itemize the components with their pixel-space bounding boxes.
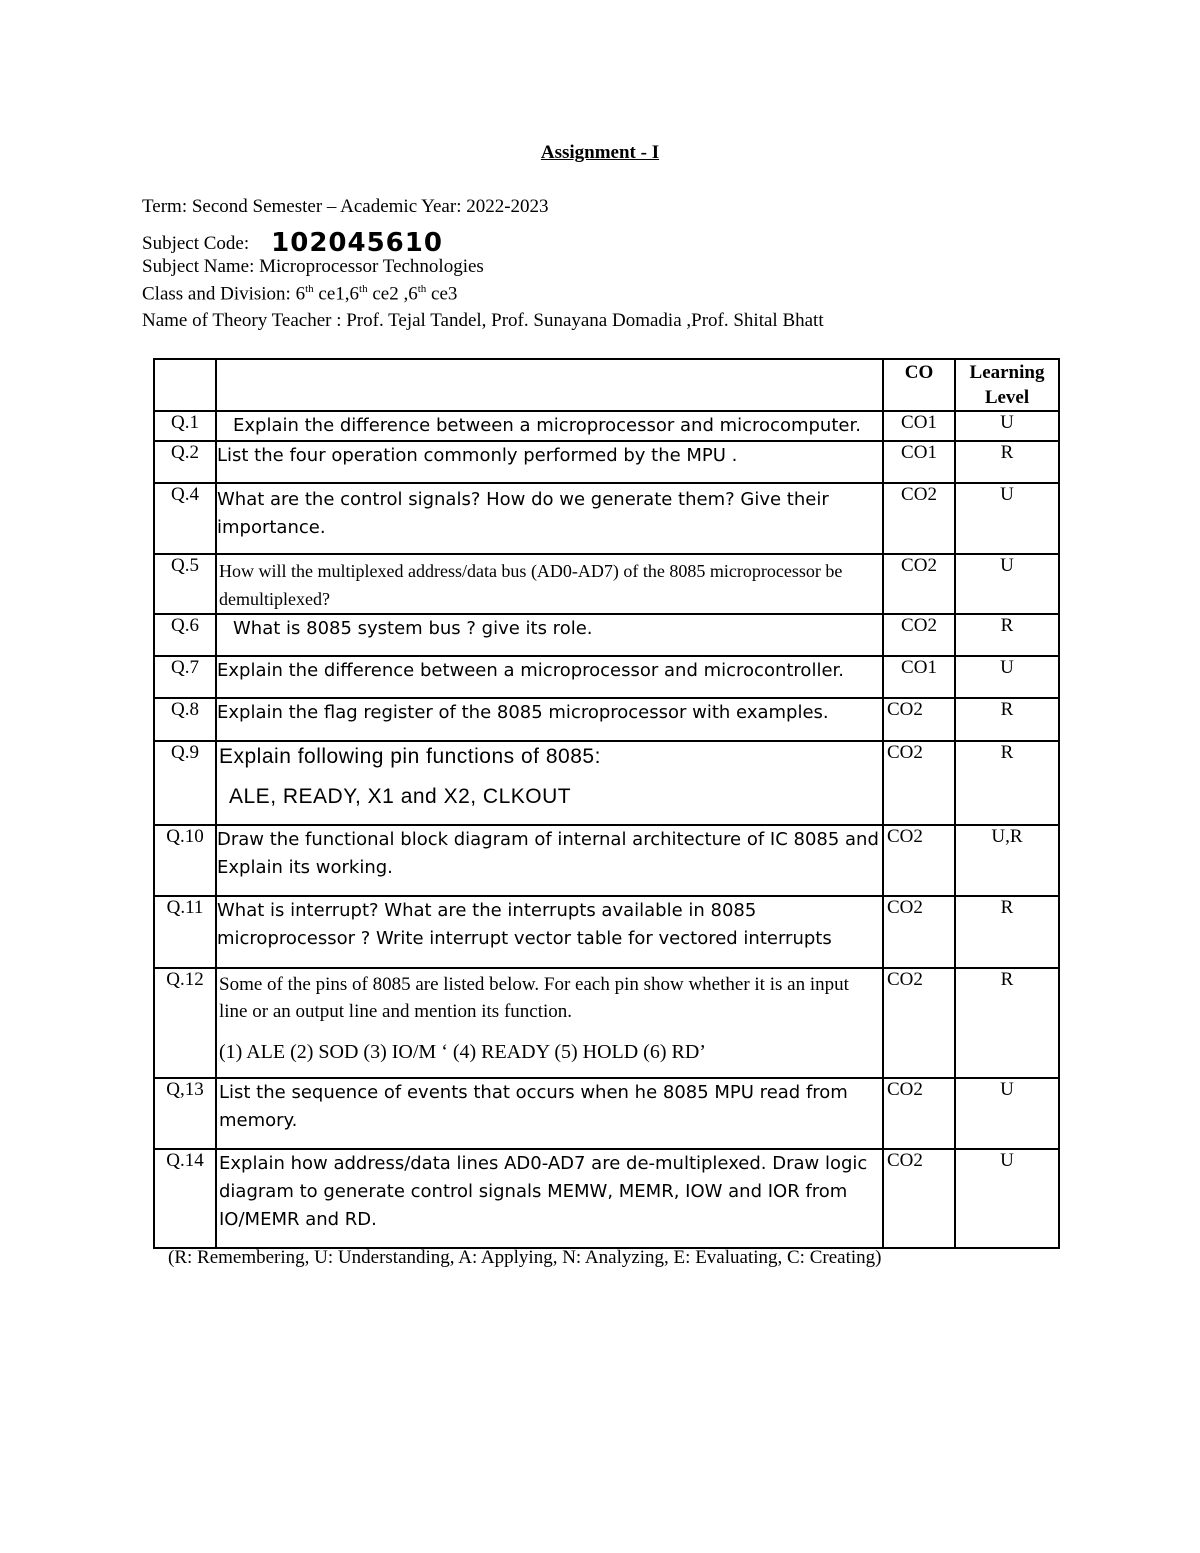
question-number: Q.12 (154, 968, 216, 1078)
question-co: CO2 (883, 968, 955, 1078)
question-level: R (955, 968, 1059, 1078)
question-level: U (955, 1149, 1059, 1248)
question-level: R (955, 896, 1059, 968)
question-text: What is interrupt? What are the interrupts available in 8085 microprocessor ? Write interrupt vector table for vectored interrupts (216, 896, 883, 968)
subject-code-value: 102045610 (271, 228, 443, 258)
question-co: CO2 (883, 896, 955, 968)
question-number: Q,13 (154, 1078, 216, 1149)
question-level: U (955, 554, 1059, 614)
question-number: Q.6 (154, 614, 216, 656)
teacher-line: Name of Theory Teacher : Prof. Tejal Tandel, Prof. Sunayana Domadia ,Prof. Shital Bhatt (142, 310, 824, 331)
subject-name-line: Subject Name: Microprocessor Technologies (142, 256, 484, 277)
table-row (154, 614, 1059, 656)
question-level: R (955, 614, 1059, 656)
question-number: Q.7 (154, 656, 216, 698)
header-co: CO (883, 359, 955, 411)
question-co: CO2 (883, 483, 955, 554)
table-row (154, 554, 1059, 614)
question-level: U (955, 483, 1059, 554)
question-co: CO2 (883, 614, 955, 656)
question-text: Draw the functional block diagram of internal architecture of IC 8085 and Explain its working. (216, 825, 883, 896)
question-number: Q.5 (154, 554, 216, 614)
question-level: U (955, 411, 1059, 441)
table-row (154, 656, 1059, 698)
question-text (216, 741, 883, 825)
table-row (154, 698, 1059, 741)
learning-level-legend: (R: Remembering, U: Understanding, A: Applying, N: Analyzing, E: Evaluating, C: Creating) (168, 1247, 882, 1268)
subject-code-line (142, 226, 443, 256)
question-level: R (955, 698, 1059, 741)
question-number: Q.4 (154, 483, 216, 554)
question-text-line1: Some of the pins of 8085 are listed below. For each pin show whether it is an input line or an output line and mention its function. (219, 974, 849, 1022)
question-co: CO1 (883, 411, 955, 441)
class-division-line: Class and Division: 6th ce1,6th ce2 ,6th ce3 (142, 283, 458, 305)
question-co: CO2 (883, 698, 955, 741)
question-text: How will the multiplexed address/data bus (AD0-AD7) of the 8085 microprocessor be demultiplexed? (216, 554, 883, 614)
question-text: What are the control signals? How do we generate them? Give their importance. (216, 483, 883, 554)
table-header-row (154, 359, 1059, 411)
question-text: List the four operation commonly performed by the MPU . (216, 441, 883, 483)
question-text: Explain the difference between a microprocessor and microcomputer. (216, 411, 883, 441)
question-level: U (955, 656, 1059, 698)
header-empty-cell (154, 359, 216, 411)
question-co: CO2 (883, 825, 955, 896)
table-row (154, 441, 1059, 483)
header-learning-level: Learning Level (955, 359, 1059, 411)
question-level: U (955, 1078, 1059, 1149)
question-number: Q.14 (154, 1149, 216, 1248)
question-level: U,R (955, 825, 1059, 896)
table-row (154, 825, 1059, 896)
table-row (154, 1078, 1059, 1149)
question-text-line2: ALE, READY, X1 and X2, CLKOUT (229, 785, 572, 808)
question-text (216, 968, 883, 1078)
question-number: Q.9 (154, 741, 216, 825)
question-text-line2: (1) ALE (2) SOD (3) IO/M ‘ (4) READY (5) HOLD (6) RD’ (219, 1041, 706, 1063)
question-text-line1: Explain following pin functions of 8085: (219, 745, 601, 768)
table-row (154, 411, 1059, 441)
table-row (154, 741, 1059, 825)
question-co: CO2 (883, 741, 955, 825)
question-level: R (955, 741, 1059, 825)
question-co: CO2 (883, 554, 955, 614)
question-number: Q.2 (154, 441, 216, 483)
question-co: CO2 (883, 1149, 955, 1248)
questions-table (153, 358, 1060, 1249)
question-text: Explain the difference between a microprocessor and microcontroller. (216, 656, 883, 698)
table-row (154, 483, 1059, 554)
question-text: Explain the flag register of the 8085 microprocessor with examples. (216, 698, 883, 741)
document-title: Assignment - I (540, 142, 660, 163)
header-empty-cell (216, 359, 883, 411)
table-row (154, 968, 1059, 1078)
question-number: Q.8 (154, 698, 216, 741)
question-text: What is 8085 system bus ? give its role. (216, 614, 883, 656)
term-line: Term: Second Semester – Academic Year: 2022-2023 (142, 196, 549, 217)
question-number: Q.10 (154, 825, 216, 896)
table-row (154, 1149, 1059, 1248)
question-level: R (955, 441, 1059, 483)
question-co: CO1 (883, 441, 955, 483)
question-co: CO2 (883, 1078, 955, 1149)
question-text: Explain how address/data lines AD0-AD7 are de-multiplexed. Draw logic diagram to generate control signals MEMW, MEMR, IOW and IOR from IO/MEMR and RD. (216, 1149, 883, 1248)
subject-code-label: Subject Code: (142, 233, 250, 254)
question-number: Q.1 (154, 411, 216, 441)
question-number: Q.11 (154, 896, 216, 968)
question-co: CO1 (883, 656, 955, 698)
table-row (154, 896, 1059, 968)
question-text: List the sequence of events that occurs when he 8085 MPU read from memory. (216, 1078, 883, 1149)
